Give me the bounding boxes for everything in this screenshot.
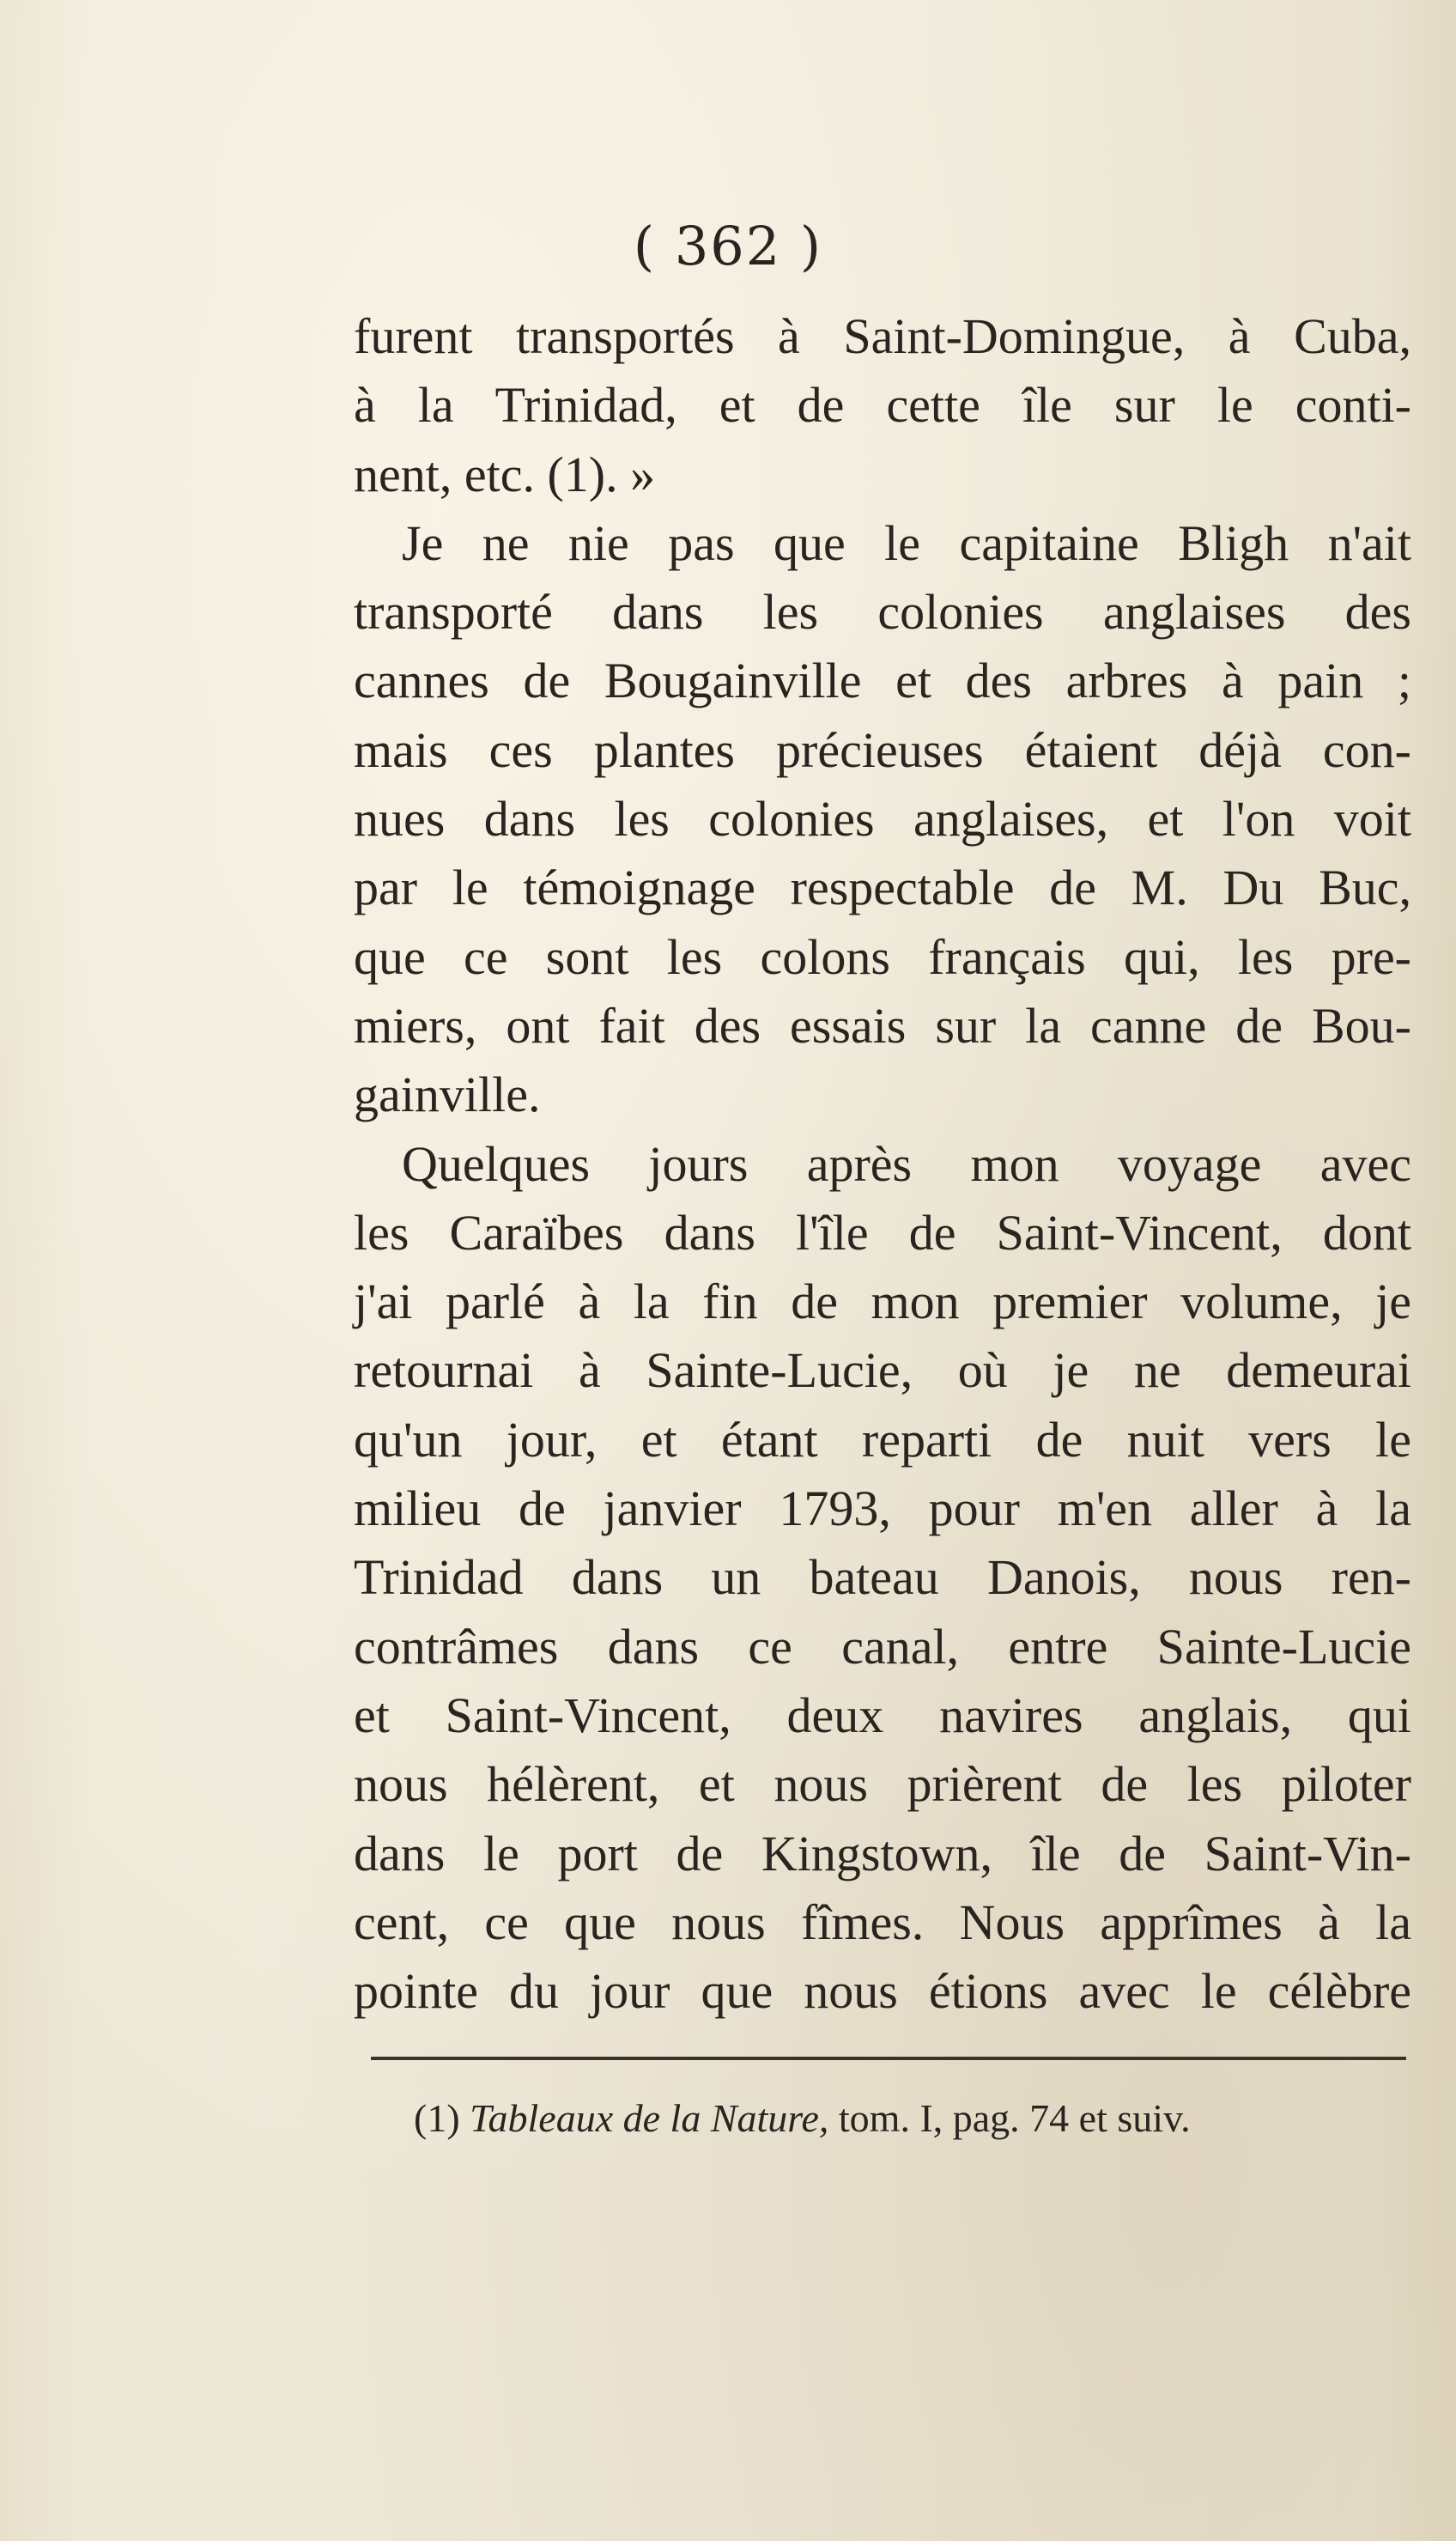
text-line: et Saint-Vincent, deux navires anglais, qui bbox=[354, 1687, 1411, 1743]
footnote-marker: (1) bbox=[414, 2096, 460, 2140]
text-line: à la Trinidad, et de cette île sur le conti- bbox=[354, 377, 1411, 434]
footnote-title: Tableaux de la Nature, bbox=[470, 2096, 829, 2140]
body-text bbox=[354, 302, 1411, 2026]
text-line: Trinidad dans un bateau Danois, nous ren- bbox=[354, 1549, 1411, 1606]
footnote bbox=[414, 2095, 1427, 2141]
text-line: Je ne nie pas que le capitaine Bligh n'ait bbox=[402, 514, 1411, 571]
footnote-divider bbox=[371, 2057, 1406, 2060]
text-line: nues dans les colonies anglaises, et l'on voit bbox=[354, 791, 1411, 848]
text-line: Quelques jours après mon voyage avec bbox=[402, 1135, 1411, 1192]
page-number: ( 362 ) bbox=[633, 215, 823, 277]
text-line: gainville. bbox=[354, 1067, 541, 1123]
text-line: retournai à Sainte-Lucie, où je ne demeurai bbox=[354, 1342, 1411, 1399]
text-line: les Caraïbes dans l'île de Saint-Vincent, dont bbox=[354, 1204, 1411, 1261]
text-line: cannes de Bougainville et des arbres à pain ; bbox=[354, 653, 1411, 709]
text-line: milieu de janvier 1793, pour m'en aller à la bbox=[354, 1480, 1411, 1537]
text-line: qu'un jour, et étant reparti de nuit vers le bbox=[354, 1411, 1411, 1468]
text-line: nous hélèrent, et nous prièrent de les piloter bbox=[354, 1756, 1411, 1813]
footnote-reference: tom. I, pag. 74 et suiv. bbox=[838, 2096, 1191, 2140]
text-line: cent, ce que nous fîmes. Nous apprîmes à la bbox=[354, 1894, 1411, 1950]
text-line: j'ai parlé à la fin de mon premier volume, je bbox=[354, 1274, 1411, 1330]
text-line: furent transportés à Saint-Domingue, à Cuba, bbox=[354, 308, 1411, 364]
text-line: que ce sont les colons français qui, les pre- bbox=[354, 928, 1411, 985]
text-line: pointe du jour que nous étions avec le célèbre bbox=[354, 1963, 1411, 2020]
text-line: nent, etc. (1). » bbox=[354, 446, 656, 502]
text-line: mais ces plantes précieuses étaient déjà con- bbox=[354, 721, 1411, 778]
text-line: contrâmes dans ce canal, entre Sainte-Lucie bbox=[354, 1618, 1411, 1675]
text-line: dans le port de Kingstown, île de Saint-Vin- bbox=[354, 1825, 1411, 1881]
text-line: par le témoignage respectable de M. Du Buc, bbox=[354, 860, 1411, 916]
text-line: transporté dans les colonies anglaises des bbox=[354, 584, 1411, 641]
text-line: miers, ont fait des essais sur la canne de Bou- bbox=[354, 997, 1411, 1054]
